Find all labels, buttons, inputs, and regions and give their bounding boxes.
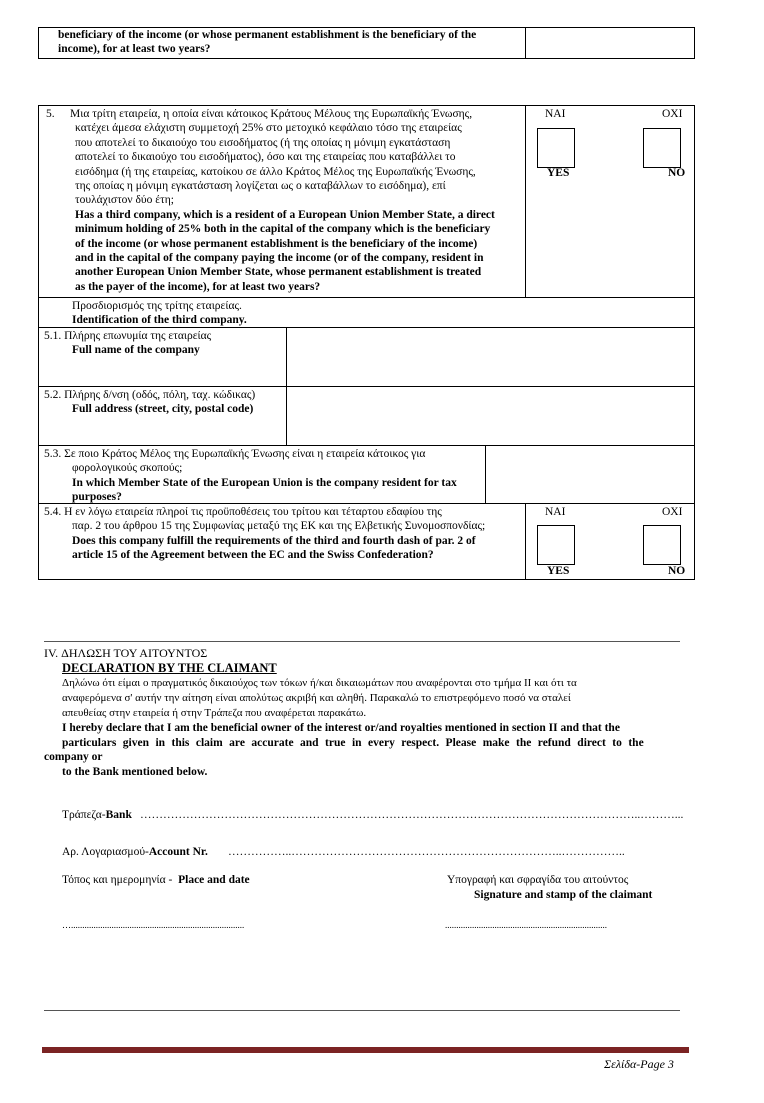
declaration-english-3: company or — [44, 751, 103, 763]
field-5-4-greek-1: 5.4. Η εν λόγω εταιρεία πληροί τις προϋποθέσεις του τρίτου και τέταρτου εδαφίου της — [44, 506, 442, 518]
account-label — [62, 845, 208, 859]
declaration-heading-english: DECLARATION BY THE CLAIMANT — [62, 661, 277, 675]
bank-label-english: Bank — [105, 809, 132, 821]
no-label-english: NO — [668, 167, 686, 179]
question-greek-line: της οποίας η μόνιμη εγκατάσταση λογίζεται ως ο καταβάλλων το εισόδημα), επί — [75, 180, 446, 192]
question-greek-line: κατέχει άμεσα ελάχιστη συμμετοχή 25% στο μετοχικό κεφάλαιο τόσο της εταιρείας — [75, 122, 462, 135]
account-label-greek: Αρ. Λογαριασμού- — [62, 846, 149, 858]
question-greek-line: που αποτελεί το δικαιούχο του εισοδήματος (ή της οποίας η μόνιμη εγκατάσταση — [75, 136, 451, 149]
no-checkbox[interactable] — [643, 525, 681, 565]
identification-greek: Προσδιορισμός της τρίτης εταιρείας. — [72, 300, 242, 312]
account-input[interactable]: ……………..……………………………………………………………..…………….. — [228, 846, 625, 858]
field-5-4-english-2: article 15 of the Agreement between the EC and the Swiss Confederation? — [72, 549, 434, 562]
field-5-3-label — [40, 447, 484, 503]
no-label-english: NO — [668, 565, 686, 577]
no-checkbox[interactable] — [643, 128, 681, 168]
field-5-4-label — [40, 505, 524, 575]
question-number: 5. — [46, 108, 55, 120]
signature-label-english: Signature and stamp of the claimant — [474, 889, 653, 901]
field-5-1-label-english: Full name of the company — [72, 344, 200, 356]
field-5-3-greek-2: φορολογικούς σκοπούς; — [72, 462, 183, 475]
column-divider — [286, 327, 287, 446]
top-row-text-2: income), for at least two years? — [58, 43, 211, 55]
row-divider — [38, 503, 694, 504]
question-english-line: minimum holding of 25% both in the capital of the company which is the beneficiary — [75, 223, 491, 236]
section-separator — [44, 1010, 680, 1011]
field-5-1-label-greek: 5.1. Πλήρης επωνυμία της εταιρείας — [44, 330, 212, 342]
column-divider — [525, 503, 526, 579]
question-english-line: and in the capital of the company paying the income (or of the company, resident in — [75, 252, 484, 264]
section-separator — [44, 641, 680, 642]
question-greek-line: αποτελεί το δικαιούχο του εισοδήματος), όσο και της εταιρείας που καταβάλλει το — [75, 151, 456, 164]
signature-label-greek: Υπογραφή και σφραγίδα του αιτούντος — [447, 874, 629, 886]
field-5-4-greek-2: παρ. 2 του άρθρου 15 της Συμφωνίας μεταξύ της ΕΚ και της Ελβετικής Συνομοσπονδίας; — [72, 520, 486, 533]
question-greek-line: τουλάχιστον δύο έτη; — [75, 194, 174, 207]
top-row-divider — [525, 27, 526, 58]
question-greek-line: εισόδημα (ή της εταιρείας, κατοίκου σε άλλο Κράτος Μέλος της Ευρωπαϊκής Ένωσης, — [75, 165, 476, 178]
yes-label-greek: ΝΑΙ — [545, 506, 566, 518]
question-english-line: Has a third company, which is a resident of a European Union Member State, a direct — [75, 208, 495, 221]
question-english-line: as the payer of the income), for at least two years? — [75, 280, 321, 293]
field-5-4-english-1: Does this company fulfill the requirements of the third and fourth dash of par. 2 of — [72, 534, 476, 547]
column-divider — [525, 105, 526, 298]
declaration-english-4: to the Bank mentioned below. — [62, 766, 208, 778]
company-address-field[interactable] — [288, 388, 692, 444]
row-divider — [38, 386, 694, 387]
field-5-2-label-english: Full address (street, city, postal code) — [72, 403, 254, 415]
yes-label-greek: ΝΑΙ — [545, 108, 566, 120]
footer-bar — [42, 1047, 689, 1053]
top-row-text-1: beneficiary of the income (or whose permanent establishment is the beneficiary of the — [58, 29, 477, 41]
question-5-text — [40, 107, 525, 297]
no-label-greek: ΟΧΙ — [662, 108, 683, 120]
question-english-line: another European Union Member State, whose permanent establishment is treated — [75, 266, 482, 279]
bank-label — [62, 808, 132, 822]
declaration-greek-3: απευθείας στην εταιρεία ή στην Τράπεζα που αναφέρεται παρακάτω. — [62, 707, 367, 719]
field-5-2-label-greek: 5.2. Πλήρης δ/νση (οδός, πόλη, ταχ. κώδικας) — [44, 389, 256, 401]
place-date-greek: Τόπος και ημερομηνία - — [62, 874, 173, 886]
bank-input[interactable]: …………………………………………………………………………………………………………………..………... — [140, 809, 684, 821]
place-date-input[interactable]: …............................................................................. — [62, 920, 245, 930]
question-greek-line: Μια τρίτη εταιρεία, η οποία είναι κάτοικος Κράτους Μέλους της Ευρωπαϊκής Ένωσης, — [70, 108, 473, 120]
declaration-greek-2: αναφερόμενα σ' αυτήν την αίτηση είναι απολύτως ακριβή και αληθή. Παρακαλώ το επιστρεφόμενο ποσό να σταλεί — [62, 692, 571, 704]
field-5-3-english-1: In which Member State of the European Union is the company resident for tax — [72, 476, 457, 489]
place-date-english: Place and date — [178, 874, 250, 886]
yes-label-english: YES — [547, 565, 570, 577]
company-name-field[interactable] — [288, 329, 692, 385]
page-number: Σελίδα-Page 3 — [604, 1057, 674, 1071]
field-5-3-english-2: purposes? — [72, 491, 122, 503]
member-state-field[interactable] — [487, 447, 692, 502]
question-english-line: of the income (or whose permanent establishment is the beneficiary of the income) — [75, 237, 478, 250]
declaration-english-2: particulars given in this claim are accurate and true in every respect. Please make the refund direct to the — [62, 737, 644, 749]
account-label-english: Account Nr. — [148, 846, 208, 858]
yes-checkbox[interactable] — [537, 128, 575, 168]
place-date-label — [62, 873, 250, 887]
column-divider — [485, 445, 486, 504]
declaration-heading-greek: IV. ΔΗΛΩΣΗ ΤΟΥ ΑΙΤΟΥΝΤΟΣ — [44, 646, 208, 660]
row-divider — [38, 445, 694, 446]
row-divider — [38, 297, 694, 298]
declaration-greek-1: Δηλώνω ότι είμαι ο πραγματικός δικαιούχος των τόκων ή/και δικαιωμάτων που αναφέρονται στο τμήμα II και ότι τα — [62, 677, 577, 689]
declaration-english-1: I hereby declare that I am the beneficial owner of the interest or/and royalties mentioned in section II and that the — [62, 722, 620, 734]
no-label-greek: ΟΧΙ — [662, 506, 683, 518]
field-5-3-greek-1: 5.3. Σε ποιο Κράτος Μέλος της Ευρωπαϊκής Ένωσης είναι η εταιρεία κάτοικος για — [44, 448, 426, 460]
bank-label-greek: Τράπεζα- — [62, 809, 106, 821]
signature-input[interactable]: ........................................................................ — [445, 920, 607, 930]
identification-english: Identification of the third company. — [72, 314, 247, 326]
yes-label-english: YES — [547, 167, 570, 179]
yes-checkbox[interactable] — [537, 525, 575, 565]
